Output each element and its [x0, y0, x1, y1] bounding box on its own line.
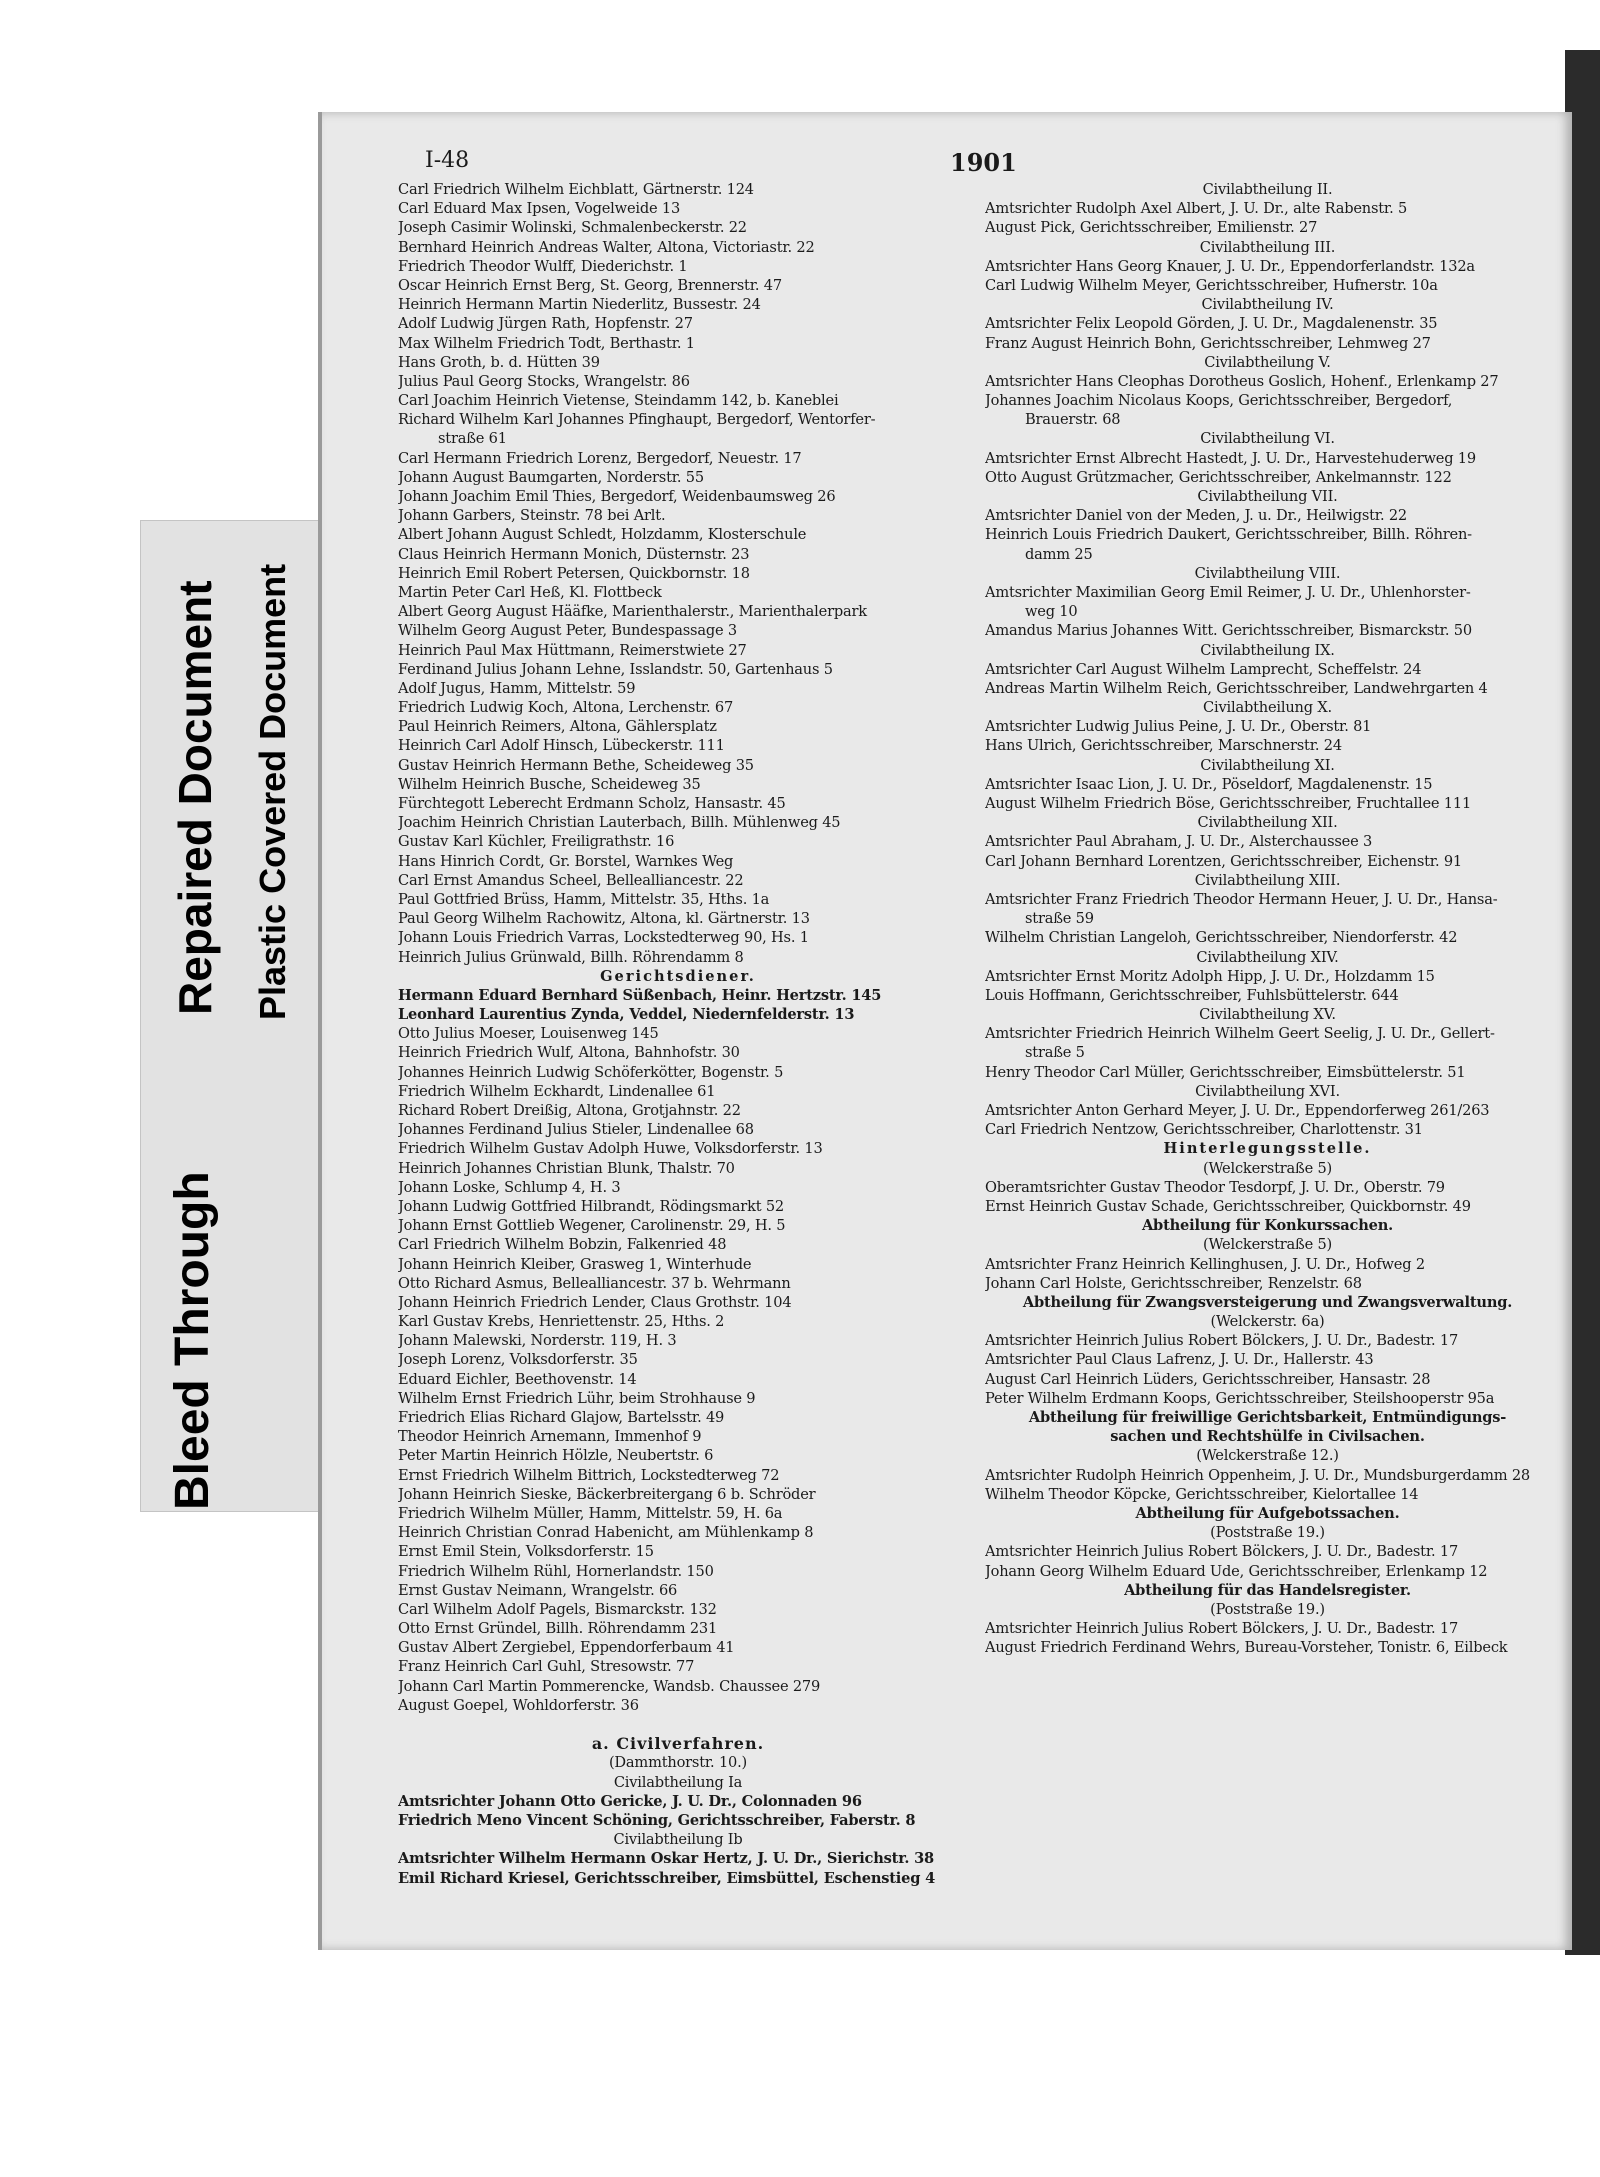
directory-entry: Paul Georg Wilhelm Rachowitz, Altona, kl. Gärtnerstr. 13 [398, 910, 810, 928]
directory-entry: Amtsrichter Franz Friedrich Theodor Hermann Heuer, J. U. Dr., Hansa- [985, 890, 1498, 908]
directory-entry: August Friedrich Ferdinand Wehrs, Bureau-Vorsteher, Tonistr. 6, Eilbeck [985, 1639, 1508, 1657]
directory-entry: straße 59 [1025, 910, 1094, 928]
directory-entry: Bernhard Heinrich Andreas Walter, Altona, Victoriastr. 22 [398, 238, 815, 256]
section-heading: Abtheilung für Konkurssachen. [1141, 1217, 1394, 1235]
section-heading: Civilabtheilung VI. [1200, 430, 1335, 448]
repaired-document-label: Repaired Document [169, 580, 221, 1015]
directory-entry: Albert Georg August Hääfke, Marienthalerstr., Marienthalerpark [398, 603, 867, 621]
directory-entry: Carl Ludwig Wilhelm Meyer, Gerichtsschreiber, Hufnerstr. 10a [985, 276, 1438, 294]
directory-entry: Max Wilhelm Friedrich Todt, Berthastr. 1 [398, 334, 695, 352]
directory-entry: Joseph Casimir Wolinski, Schmalenbeckerstr. 22 [398, 219, 747, 237]
directory-entry: Friedrich Theodor Wulff, Diederichstr. 1 [398, 257, 688, 275]
directory-entry: Carl Wilhelm Adolf Pagels, Bismarckstr. 132 [398, 1600, 717, 1618]
directory-entry: Johann Garbers, Steinstr. 78 bei Arlt. [398, 507, 666, 525]
section-heading: Civilabtheilung V. [1204, 353, 1331, 371]
directory-entry: Oscar Heinrich Ernst Berg, St. Georg, Brennerstr. 47 [398, 276, 782, 294]
directory-entry: Heinrich Julius Grünwald, Billh. Röhrendamm 8 [398, 948, 744, 966]
directory-entry: Peter Martin Heinrich Hölzle, Neubertstr. 6 [398, 1447, 714, 1465]
directory-entry: Wilhelm Heinrich Busche, Scheideweg 35 [398, 775, 701, 793]
directory-entry: Otto August Grützmacher, Gerichtsschreiber, Ankelmannstr. 122 [985, 468, 1452, 486]
directory-entry: weg 10 [1025, 603, 1078, 621]
section-heading: Civilabtheilung XVI. [1195, 1082, 1340, 1100]
directory-entry: Ferdinand Julius Johann Lehne, Isslandstr. 50, Gartenhaus 5 [398, 660, 833, 678]
directory-entry: Amtsrichter Paul Abraham, J. U. Dr., Alsterchaussee 3 [985, 833, 1373, 851]
directory-entry: Amtsrichter Ernst Albrecht Hastedt, J. U. Dr., Harvestehuderweg 19 [985, 449, 1476, 467]
directory-entry: Amtsrichter Hans Georg Knauer, J. U. Dr., Eppendorferlandstr. 132a [985, 257, 1475, 275]
directory-entry: Amtsrichter Ludwig Julius Peine, J. U. Dr., Oberstr. 81 [985, 718, 1372, 736]
directory-entry: Gustav Karl Küchler, Freiligrathstr. 16 [398, 833, 675, 851]
directory-entry: Peter Wilhelm Erdmann Koops, Gerichtsschreiber, Steilshooperstr 95a [985, 1389, 1495, 1407]
directory-entry: Wilhelm Theodor Köpcke, Gerichtsschreiber, Kielortallee 14 [985, 1485, 1419, 1503]
section-heading: (Poststraße 19.) [1210, 1524, 1325, 1542]
section-heading: Abtheilung für Zwangsversteigerung und Zwangsverwaltung. [1022, 1293, 1513, 1311]
directory-entry: Friedrich Wilhelm Müller, Hamm, Mittelstr. 59, H. 6a [398, 1504, 783, 1522]
directory-entry: Joseph Lorenz, Volksdorferstr. 35 [398, 1351, 638, 1369]
directory-entry: Richard Robert Dreißig, Altona, Grotjahnstr. 22 [398, 1102, 741, 1119]
directory-entry: Friedrich Wilhelm Eckhardt, Lindenallee 61 [398, 1082, 716, 1100]
section-heading: (Welckerstraße 5) [1202, 1236, 1333, 1254]
section-heading: Abtheilung für Aufgebotssachen. [1135, 1504, 1400, 1522]
directory-entry: Heinrich Friedrich Wulf, Altona, Bahnhofstr. 30 [398, 1044, 740, 1062]
directory-entry: Johann Louis Friedrich Varras, Lockstedterweg 90, Hs. 1 [398, 929, 809, 947]
directory-entry: Carl Ernst Amandus Scheel, Bellealliancestr. 22 [398, 871, 744, 889]
directory-entry: Wilhelm Georg August Peter, Bundespassage 3 [398, 622, 737, 640]
directory-entry: Hans Groth, b. d. Hütten 39 [398, 353, 600, 371]
section-heading: sachen und Rechtshülfe in Civilsachen. [1110, 1428, 1425, 1446]
directory-entry: Heinrich Christian Conrad Habenicht, am Mühlenkamp 8 [398, 1524, 814, 1542]
directory-entry: Wilhelm Ernst Friedrich Lühr, beim Strohhause 9 [398, 1389, 756, 1407]
directory-entry: Brauerstr. 68 [1025, 411, 1121, 429]
directory-entry: Paul Heinrich Reimers, Altona, Gählersplatz [398, 718, 717, 736]
directory-entry: Fürchtegott Leberecht Erdmann Scholz, Hansastr. 45 [398, 795, 786, 812]
directory-entry: Claus Heinrich Hermann Monich, Düsternstr. 23 [398, 545, 750, 563]
section-heading: (Poststraße 19.) [1210, 1600, 1325, 1618]
directory-entry: Johann Ludwig Gottfried Hilbrandt, Rödingsmarkt 52 [398, 1197, 784, 1215]
directory-entry: Wilhelm Christian Langeloh, Gerichtsschreiber, Niendorferstr. 42 [985, 929, 1458, 947]
directory-entry: Carl Friedrich Nentzow, Gerichtsschreiber, Charlottenstr. 31 [985, 1121, 1423, 1139]
plastic-covered-label: Plastic Covered Document [252, 563, 293, 1020]
directory-entry: Johann August Baumgarten, Norderstr. 55 [398, 468, 704, 486]
directory-entry: Franz Heinrich Carl Guhl, Stresowstr. 77 [398, 1658, 695, 1676]
directory-entry: Amtsrichter Johann Otto Gericke, J. U. Dr., Colonnaden 96 [398, 1792, 862, 1810]
directory-entry: Heinrich Johannes Christian Blunk, Thalstr. 70 [398, 1159, 735, 1177]
directory-entry: Otto Richard Asmus, Bellealliancestr. 37 b. Wehrmann [398, 1274, 791, 1292]
right-column [985, 180, 1550, 1657]
directory-entry: August Goepel, Wohldorferstr. 36 [398, 1696, 639, 1714]
directory-entry: Albert Johann August Schledt, Holzdamm, Klosterschule [398, 526, 807, 544]
section-heading: (Dammthorstr. 10.) [608, 1754, 748, 1772]
directory-entry: damm 25 [1025, 545, 1093, 563]
section-heading: Civilabtheilung IX. [1200, 641, 1335, 659]
directory-entry: Carl Eduard Max Ipsen, Vogelweide 13 [398, 200, 681, 218]
directory-entry: Johann Carl Martin Pommerencke, Wandsb. Chaussee 279 [398, 1677, 821, 1695]
directory-entry: straße 5 [1025, 1044, 1085, 1062]
section-heading: Civilabtheilung VII. [1197, 488, 1338, 505]
directory-entry: Karl Gustav Krebs, Henriettenstr. 25, Hths. 2 [398, 1313, 725, 1331]
directory-entry: Amtsrichter Maximilian Georg Emil Reimer, J. U. Dr., Uhlenhorster- [985, 583, 1471, 601]
directory-entry: Otto Julius Moeser, Louisenweg 145 [398, 1025, 659, 1043]
directory-entry: Amtsrichter Friedrich Heinrich Wilhelm Geert Seelig, J. U. Dr., Gellert- [985, 1025, 1495, 1043]
directory-entry: Amtsrichter Heinrich Julius Robert Bölckers, J. U. Dr., Badestr. 17 [985, 1332, 1459, 1350]
directory-entry: Friedrich Meno Vincent Schöning, Gerichtsschreiber, Faberstr. 8 [398, 1811, 916, 1829]
directory-entry: Johann Malewski, Norderstr. 119, H. 3 [398, 1332, 677, 1350]
directory-entry: Johann Heinrich Kleiber, Grasweg 1, Winterhude [398, 1255, 752, 1273]
directory-entry: Johannes Heinrich Ludwig Schöferkötter, Bogenstr. 5 [398, 1063, 784, 1081]
directory-entry: Ernst Emil Stein, Volksdorferstr. 15 [398, 1543, 654, 1561]
directory-entry: Hans Hinrich Cordt, Gr. Borstel, Warnkes Weg [398, 852, 734, 870]
directory-entry: Johann Ernst Gottlieb Wegener, Carolinenstr. 29, H. 5 [398, 1217, 786, 1235]
directory-entry: Amtsrichter Paul Claus Lafrenz, J. U. Dr., Hallerstr. 43 [985, 1351, 1374, 1369]
directory-entry: Leonhard Laurentius Zynda, Veddel, Niedernfelderstr. 13 [398, 1006, 855, 1024]
section-heading: (Welckerstraße 12.) [1196, 1447, 1339, 1465]
directory-entry: Johannes Joachim Nicolaus Koops, Gerichtsschreiber, Bergedorf, [985, 392, 1453, 410]
bleed-through-label: Bleed Through [166, 1171, 219, 1510]
directory-entry: Gustav Albert Zergiebel, Eppendorferbaum 41 [398, 1639, 735, 1657]
section-heading: Gerichtsdiener. [600, 967, 756, 985]
directory-entry: Adolf Jugus, Hamm, Mittelstr. 59 [398, 679, 636, 697]
directory-entry: Johann Georg Wilhelm Eduard Ude, Gerichtsschreiber, Erlenkamp 12 [985, 1562, 1488, 1580]
directory-entry: Louis Hoffmann, Gerichtsschreiber, Fuhlsbüttelerstr. 644 [985, 986, 1399, 1004]
directory-entry: Ernst Gustav Neimann, Wrangelstr. 66 [398, 1581, 678, 1599]
directory-entry: Johann Heinrich Sieske, Bäckerbreitergang 6 b. Schröder [398, 1485, 816, 1503]
section-heading: Abtheilung für freiwillige Gerichtsbarkeit, Entmündigungs- [1028, 1409, 1507, 1426]
directory-entry: Johann Heinrich Friedrich Lender, Claus Grothstr. 104 [398, 1293, 792, 1311]
section-heading: Civilabtheilung VIII. [1194, 564, 1341, 582]
directory-entry: Andreas Martin Wilhelm Reich, Gerichtsschreiber, Landwehrgarten 4 [985, 679, 1488, 697]
directory-entry: Theodor Heinrich Arnemann, Immenhof 9 [398, 1428, 702, 1446]
section-heading: (Welckerstr. 6a) [1210, 1313, 1325, 1331]
section-heading: Civilabtheilung II. [1202, 181, 1333, 198]
directory-entry: Ernst Friedrich Wilhelm Bittrich, Lockstedterweg 72 [398, 1466, 780, 1484]
directory-entry: Carl Friedrich Wilhelm Bobzin, Falkenried 48 [398, 1236, 727, 1254]
directory-entry: Friedrich Elias Richard Glajow, Bartelsstr. 49 [398, 1409, 725, 1426]
section-heading: Abtheilung für das Handelsregister. [1124, 1581, 1411, 1599]
directory-entry: August Wilhelm Friedrich Böse, Gerichtsschreiber, Fruchtallee 111 [985, 795, 1472, 812]
section-heading: (Welckerstraße 5) [1202, 1159, 1333, 1177]
directory-entry: Amtsrichter Rudolph Axel Albert, J. U. Dr., alte Rabenstr. 5 [985, 200, 1408, 218]
section-heading: Civilabtheilung Ia [613, 1773, 743, 1791]
section-heading: Civilabtheilung III. [1199, 238, 1336, 256]
directory-entry: Amtsrichter Heinrich Julius Robert Bölckers, J. U. Dr., Badestr. 17 [985, 1620, 1459, 1638]
directory-entry: Oberamtsrichter Gustav Theodor Tesdorpf, J. U. Dr., Oberstr. 79 [985, 1178, 1445, 1196]
directory-entry: Hans Ulrich, Gerichtsschreiber, Marschnerstr. 24 [985, 737, 1342, 755]
directory-entry: Amtsrichter Franz Heinrich Kellinghusen, J. U. Dr., Hofweg 2 [985, 1255, 1425, 1273]
directory-entry: Amtsrichter Felix Leopold Görden, J. U. Dr., Magdalenenstr. 35 [985, 315, 1438, 333]
directory-entry: Gustav Heinrich Hermann Bethe, Scheideweg 35 [398, 756, 754, 774]
directory-entry: Adolf Ludwig Jürgen Rath, Hopfenstr. 27 [398, 315, 693, 333]
directory-entry: Paul Gottfried Brüss, Hamm, Mittelstr. 35, Hths. 1a [398, 890, 770, 908]
directory-entry: Amtsrichter Daniel von der Meden, J. u. Dr., Heilwigstr. 22 [985, 507, 1408, 525]
section-heading: Civilabtheilung XII. [1197, 814, 1338, 832]
directory-entry: August Carl Heinrich Lüders, Gerichtsschreiber, Hansastr. 28 [985, 1370, 1431, 1388]
directory-entry: Amtsrichter Carl August Wilhelm Lamprecht, Scheffelstr. 24 [985, 660, 1422, 678]
section-heading: a. Civilverfahren. [591, 1734, 765, 1754]
directory-entry: Amtsrichter Wilhelm Hermann Oskar Hertz, J. U. Dr., Sierichstr. 38 [398, 1850, 935, 1868]
section-heading: Civilabtheilung XIV. [1196, 948, 1339, 966]
directory-entry: Amtsrichter Rudolph Heinrich Oppenheim, J. U. Dr., Mundsburgerdamm 28 [985, 1466, 1531, 1484]
directory-entry: Friedrich Wilhelm Gustav Adolph Huwe, Volksdorferstr. 13 [398, 1140, 823, 1158]
section-heading: Civilabtheilung IV. [1201, 296, 1334, 314]
directory-entry: Amtsrichter Isaac Lion, J. U. Dr., Pöseldorf, Magdalenenstr. 15 [985, 775, 1433, 793]
directory-entry: Amandus Marius Johannes Witt. Gerichtsschreiber, Bismarckstr. 50 [985, 622, 1472, 640]
left-column [398, 180, 958, 1888]
directory-entry: Amtsrichter Hans Cleophas Dorotheus Goslich, Hohenf., Erlenkamp 27 [985, 372, 1499, 390]
directory-entry: Heinrich Louis Friedrich Daukert, Gerichtsschreiber, Billh. Röhren- [985, 526, 1472, 544]
directory-entry: Hermann Eduard Bernhard Süßenbach, Heinr. Hertzstr. 145 [398, 986, 882, 1004]
directory-entry: Amtsrichter Anton Gerhard Meyer, J. U. Dr., Eppendorferweg 261/263 [985, 1102, 1490, 1119]
directory-entry: Julius Paul Georg Stocks, Wrangelstr. 86 [398, 372, 690, 390]
directory-entry: Heinrich Emil Robert Petersen, Quickbornstr. 18 [398, 564, 750, 582]
directory-entry: Carl Hermann Friedrich Lorenz, Bergedorf, Neuestr. 17 [398, 449, 802, 467]
directory-entry: Heinrich Carl Adolf Hinsch, Lübeckerstr. 111 [398, 737, 725, 755]
section-heading: Civilabtheilung Ib [613, 1831, 743, 1849]
directory-entry: Martin Peter Carl Heß, Kl. Flottbeck [398, 583, 662, 601]
directory-entry: Johann Carl Holste, Gerichtsschreiber, Renzelstr. 68 [985, 1274, 1362, 1292]
spacer [398, 1715, 958, 1734]
page-year: 1901 [950, 148, 1017, 177]
directory-entry: Amtsrichter Ernst Moritz Adolph Hipp, J. U. Dr., Holzdamm 15 [985, 967, 1435, 985]
section-heading: Hinterlegungsstelle. [1163, 1140, 1372, 1158]
directory-entry: Ernst Heinrich Gustav Schade, Gerichtsschreiber, Quickbornstr. 49 [985, 1197, 1471, 1215]
directory-entry: Johannes Ferdinand Julius Stieler, Lindenallee 68 [398, 1121, 754, 1139]
directory-entry: Henry Theodor Carl Müller, Gerichtsschreiber, Eimsbüttelerstr. 51 [985, 1063, 1466, 1081]
directory-entry: Carl Johann Bernhard Lorentzen, Gerichtsschreiber, Eichenstr. 91 [985, 852, 1463, 870]
directory-entry: Friedrich Ludwig Koch, Altona, Lerchenstr. 67 [398, 699, 734, 717]
directory-entry: Eduard Eichler, Beethovenstr. 14 [398, 1370, 637, 1388]
directory-entry: straße 61 [438, 430, 507, 448]
directory-entry: Joachim Heinrich Christian Lauterbach, Billh. Mühlenweg 45 [398, 814, 841, 832]
directory-entry: Heinrich Paul Max Hüttmann, Reimerstwiete 27 [398, 641, 747, 659]
directory-entry: Richard Wilhelm Karl Johannes Pfinghaupt, Bergedorf, Wentorfer- [398, 411, 876, 429]
directory-entry: August Pick, Gerichtsschreiber, Emilienstr. 27 [985, 219, 1318, 237]
directory-entry: Franz August Heinrich Bohn, Gerichtsschreiber, Lehmweg 27 [985, 334, 1431, 352]
page-number: I-48 [425, 148, 470, 173]
section-heading: Civilabtheilung XV. [1199, 1006, 1336, 1024]
directory-entry: Johann Loske, Schlump 4, H. 3 [398, 1178, 621, 1196]
directory-entry: Emil Richard Kriesel, Gerichtsschreiber, Eimsbüttel, Eschenstieg 4 [398, 1869, 936, 1887]
section-heading: Civilabtheilung XI. [1200, 756, 1335, 774]
section-heading: Civilabtheilung XIII. [1194, 871, 1341, 889]
section-heading: Civilabtheilung X. [1203, 699, 1332, 717]
directory-entry: Carl Joachim Heinrich Vietense, Steindamm 142, b. Kaneblei [398, 392, 839, 410]
directory-entry: Heinrich Hermann Martin Niederlitz, Bussestr. 24 [398, 296, 761, 314]
directory-entry: Friedrich Wilhelm Rühl, Hornerlandstr. 150 [398, 1562, 714, 1580]
directory-entry: Johann Joachim Emil Thies, Bergedorf, Weidenbaumsweg 26 [398, 488, 836, 505]
directory-entry: Carl Friedrich Wilhelm Eichblatt, Gärtnerstr. 124 [398, 181, 754, 198]
directory-entry: Amtsrichter Heinrich Julius Robert Bölckers, J. U. Dr., Badestr. 17 [985, 1543, 1459, 1561]
directory-entry: Otto Ernst Gründel, Billh. Röhrendamm 231 [398, 1620, 718, 1638]
